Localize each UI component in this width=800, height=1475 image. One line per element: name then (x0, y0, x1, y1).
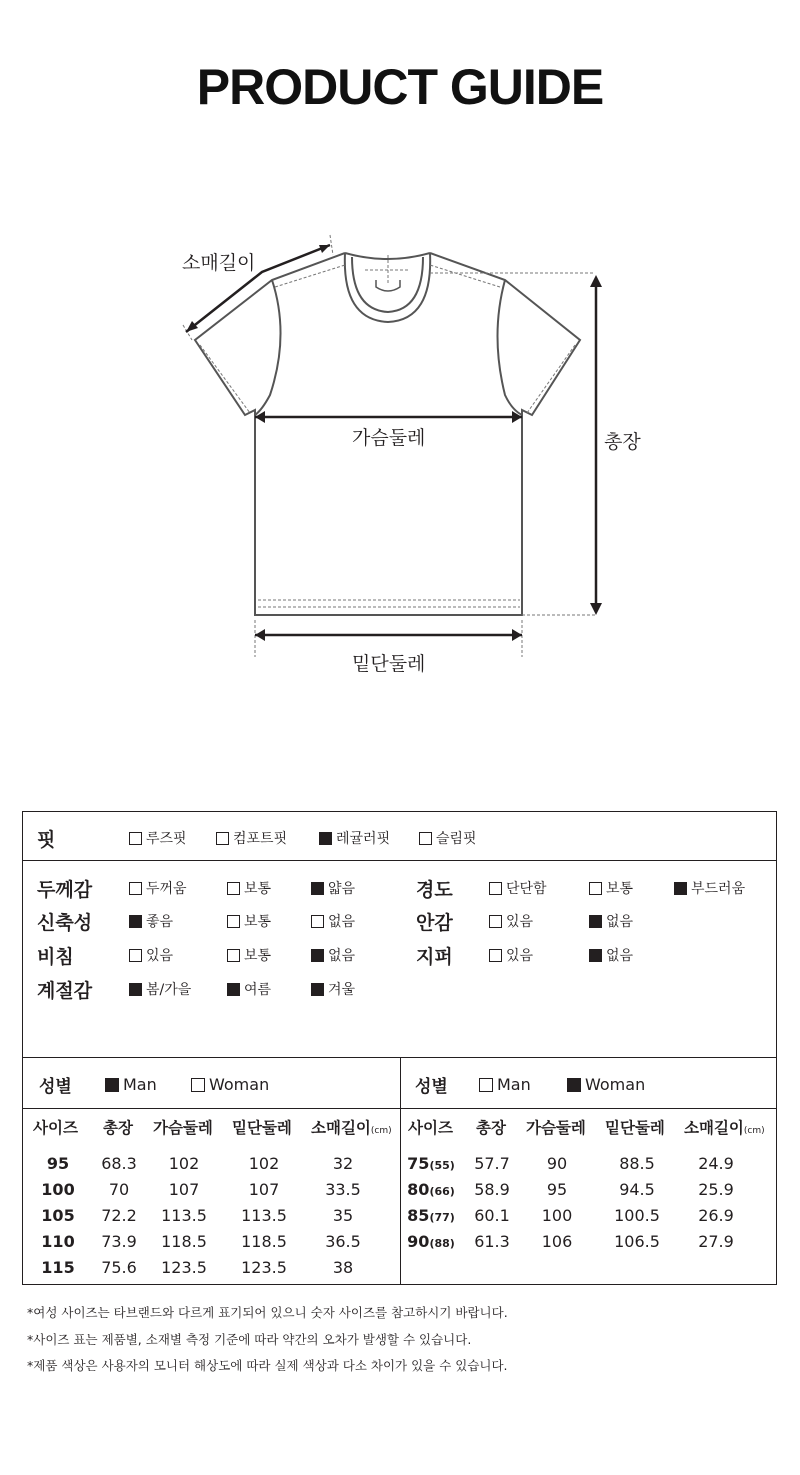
header-size: 사이즈 (408, 1119, 453, 1137)
attr-option: 보통 (227, 911, 271, 931)
measurement-cell: 90 (546, 1154, 568, 1173)
hardness-label: 경도 (416, 879, 453, 901)
checkbox-icon (489, 949, 502, 962)
size-sub-value: (55) (429, 1159, 455, 1172)
checkbox-icon (567, 1078, 581, 1092)
measurement-cell: 57.7 (474, 1154, 510, 1173)
measurement-cell: 118.5 (161, 1232, 207, 1251)
notes-section (27, 1300, 787, 1380)
attr-option: 봄/가을 (129, 979, 191, 999)
size-value: 85 (407, 1206, 430, 1225)
checkbox-icon (129, 882, 142, 895)
size-value: 95 (46, 1154, 70, 1173)
size-value: 105 (41, 1206, 75, 1225)
total-length-label: 총장 (604, 431, 641, 453)
attr-option: 얇음 (311, 878, 355, 898)
attr-option: 보통 (589, 878, 633, 898)
measurement-cell: 38 (332, 1258, 354, 1277)
header-hem: 밑단둘레 (605, 1119, 665, 1137)
header-length: 총장 (103, 1119, 133, 1137)
attr-option: 있음 (489, 911, 533, 931)
fit-option-comfort: 컴포트핏 (216, 828, 287, 848)
size-cell (23, 1180, 93, 1199)
measurement-cell: 107 (168, 1180, 200, 1199)
tshirt-diagram (0, 225, 800, 695)
checkbox-icon (489, 915, 502, 928)
checkbox-icon (105, 1078, 119, 1092)
measurement-cell: 32 (332, 1154, 354, 1173)
measurement-cell: 58.9 (474, 1180, 510, 1199)
fit-label: 핏 (37, 829, 56, 851)
attr-option: 없음 (311, 945, 355, 965)
measurement-cell: 102 (168, 1154, 200, 1173)
season-label: 계절감 (37, 980, 93, 1002)
elasticity-label: 신축성 (37, 912, 93, 934)
measurement-cell: 24.9 (698, 1154, 734, 1173)
attr-option: 여름 (227, 979, 271, 999)
measurement-cell: 102 (248, 1154, 280, 1173)
checkbox-icon (311, 983, 324, 996)
attr-option: 보통 (227, 945, 271, 965)
attribute-section (23, 861, 776, 1058)
measurement-cell: 26.9 (698, 1206, 734, 1225)
size-cell (396, 1206, 466, 1225)
checkbox-icon (227, 983, 240, 996)
checkbox-icon (227, 949, 240, 962)
size-cell (23, 1258, 93, 1277)
checkbox-icon (191, 1078, 205, 1092)
header-hem: 밑단둘레 (232, 1119, 292, 1137)
measurement-cell: 88.5 (619, 1154, 655, 1173)
attr-option: 있음 (129, 945, 173, 965)
sleeve-length-label: 소매길이 (182, 252, 256, 274)
size-value: 110 (41, 1232, 75, 1251)
checkbox-icon (129, 832, 142, 845)
product-spec-box (22, 811, 777, 1285)
measurement-cell: 36.5 (325, 1232, 361, 1251)
measurement-cell: 25.9 (698, 1180, 734, 1199)
size-value: 75 (407, 1154, 430, 1173)
attr-option: 없음 (589, 911, 633, 931)
attr-option: 보통 (227, 878, 271, 898)
checkbox-icon (589, 915, 602, 928)
attr-option: 있음 (489, 945, 533, 965)
checkbox-icon (589, 949, 602, 962)
checkbox-icon (311, 949, 324, 962)
note-measurement-error: *사이즈 표는 제품별, 소재별 측정 기준에 따라 약간의 오차가 발생할 수 있습니다. (27, 1331, 472, 1347)
unit-label: (cm) (370, 1126, 392, 1136)
size-cell (396, 1154, 466, 1173)
checkbox-icon (319, 832, 332, 845)
size-sub-value: (88) (429, 1237, 455, 1250)
measurement-cell: 35 (332, 1206, 354, 1225)
gender-label-woman-table: 성별 (415, 1077, 448, 1097)
measurement-cell: 94.5 (619, 1180, 655, 1199)
size-section (23, 1058, 776, 1284)
measurement-cell: 60.1 (474, 1206, 510, 1225)
header-length: 총장 (476, 1119, 506, 1137)
checkbox-icon (216, 832, 229, 845)
fit-option-slim: 슬림핏 (419, 828, 477, 848)
size-sub-value: (77) (429, 1211, 455, 1224)
checkbox-icon (129, 949, 142, 962)
checkbox-icon (311, 915, 324, 928)
measurement-cell: 113.5 (241, 1206, 287, 1225)
thickness-label: 두께감 (37, 879, 93, 901)
note-color-difference: *제품 색상은 사용자의 모니터 해상도에 따라 실제 색상과 다소 차이가 있을 수 있습니다. (27, 1358, 508, 1373)
attr-option: 좋음 (129, 911, 173, 931)
lining-label: 안감 (416, 912, 453, 934)
attr-option: 없음 (311, 911, 355, 931)
measurement-cell: 123.5 (241, 1258, 287, 1277)
chest-label: 가슴둘레 (352, 427, 426, 449)
checkbox-icon (419, 832, 432, 845)
measurement-cell: 107 (248, 1180, 280, 1199)
header-sleeve: 소매길이(cm) (311, 1119, 392, 1137)
size-cell (23, 1232, 93, 1251)
gender-label-man-table: 성별 (39, 1077, 72, 1097)
size-sub-value: (66) (429, 1185, 455, 1198)
header-size: 사이즈 (33, 1119, 78, 1137)
tshirt-illustration (0, 225, 800, 695)
size-value: 100 (41, 1180, 75, 1199)
measurement-cell: 68.3 (101, 1154, 137, 1173)
checkbox-icon (674, 882, 687, 895)
checkbox-icon (227, 915, 240, 928)
attr-option: 단단함 (489, 878, 547, 898)
measurement-cell: 95 (546, 1180, 568, 1199)
gender-option-man: Man (479, 1075, 531, 1094)
gender-row-divider (23, 1108, 776, 1109)
checkbox-icon (489, 882, 502, 895)
gender-option-woman: Woman (567, 1075, 645, 1094)
checkbox-icon (589, 882, 602, 895)
size-cell (396, 1180, 466, 1199)
size-value: 80 (407, 1180, 430, 1199)
measurement-cell: 70 (108, 1180, 130, 1199)
attr-option: 두꺼움 (129, 878, 187, 898)
page-title: PRODUCT GUIDE (196, 59, 604, 115)
size-value: 115 (41, 1258, 75, 1277)
zipper-label: 지퍼 (416, 946, 453, 968)
measurement-cell: 118.5 (241, 1232, 287, 1251)
header-sleeve: 소매길이(cm) (684, 1119, 765, 1137)
measurement-cell: 72.2 (101, 1206, 137, 1225)
measurement-cell: 73.9 (101, 1232, 137, 1251)
header-chest: 가슴둘레 (153, 1119, 213, 1137)
header-chest: 가슴둘레 (526, 1119, 586, 1137)
attr-option: 겨울 (311, 979, 355, 999)
gender-option-man: Man (105, 1075, 157, 1094)
checkbox-icon (227, 882, 240, 895)
measurement-cell: 100.5 (614, 1206, 660, 1225)
gender-option-woman: Woman (191, 1075, 269, 1094)
checkbox-icon (479, 1078, 493, 1092)
size-value: 90 (407, 1232, 430, 1251)
measurement-cell: 106 (541, 1232, 573, 1251)
size-cell (396, 1232, 466, 1251)
measurement-cell: 123.5 (161, 1258, 207, 1277)
size-cell (23, 1206, 93, 1225)
measurement-cell: 27.9 (698, 1232, 734, 1251)
hem-label: 밑단둘레 (352, 653, 426, 675)
fit-row (23, 812, 776, 861)
measurement-cell: 106.5 (614, 1232, 660, 1251)
transparency-label: 비침 (37, 946, 74, 968)
attr-option: 없음 (589, 945, 633, 965)
size-cell (23, 1154, 93, 1173)
checkbox-icon (311, 882, 324, 895)
checkbox-icon (129, 915, 142, 928)
note-size-reference: *여성 사이즈는 타브랜드와 다르게 표기되어 있으니 숫자 사이즈를 참고하시기 바랍니다. (27, 1305, 508, 1320)
unit-label: (cm) (743, 1126, 765, 1136)
measurement-cell: 75.6 (101, 1258, 137, 1277)
measurement-cell: 61.3 (474, 1232, 510, 1251)
attr-option: 부드러움 (674, 878, 745, 898)
measurement-cell: 100 (541, 1206, 573, 1225)
fit-option-regular: 레귤러핏 (319, 828, 390, 848)
measurement-cell: 33.5 (325, 1180, 361, 1199)
fit-option-loose: 루즈핏 (129, 828, 187, 848)
checkbox-icon (129, 983, 142, 996)
measurement-cell: 113.5 (161, 1206, 207, 1225)
